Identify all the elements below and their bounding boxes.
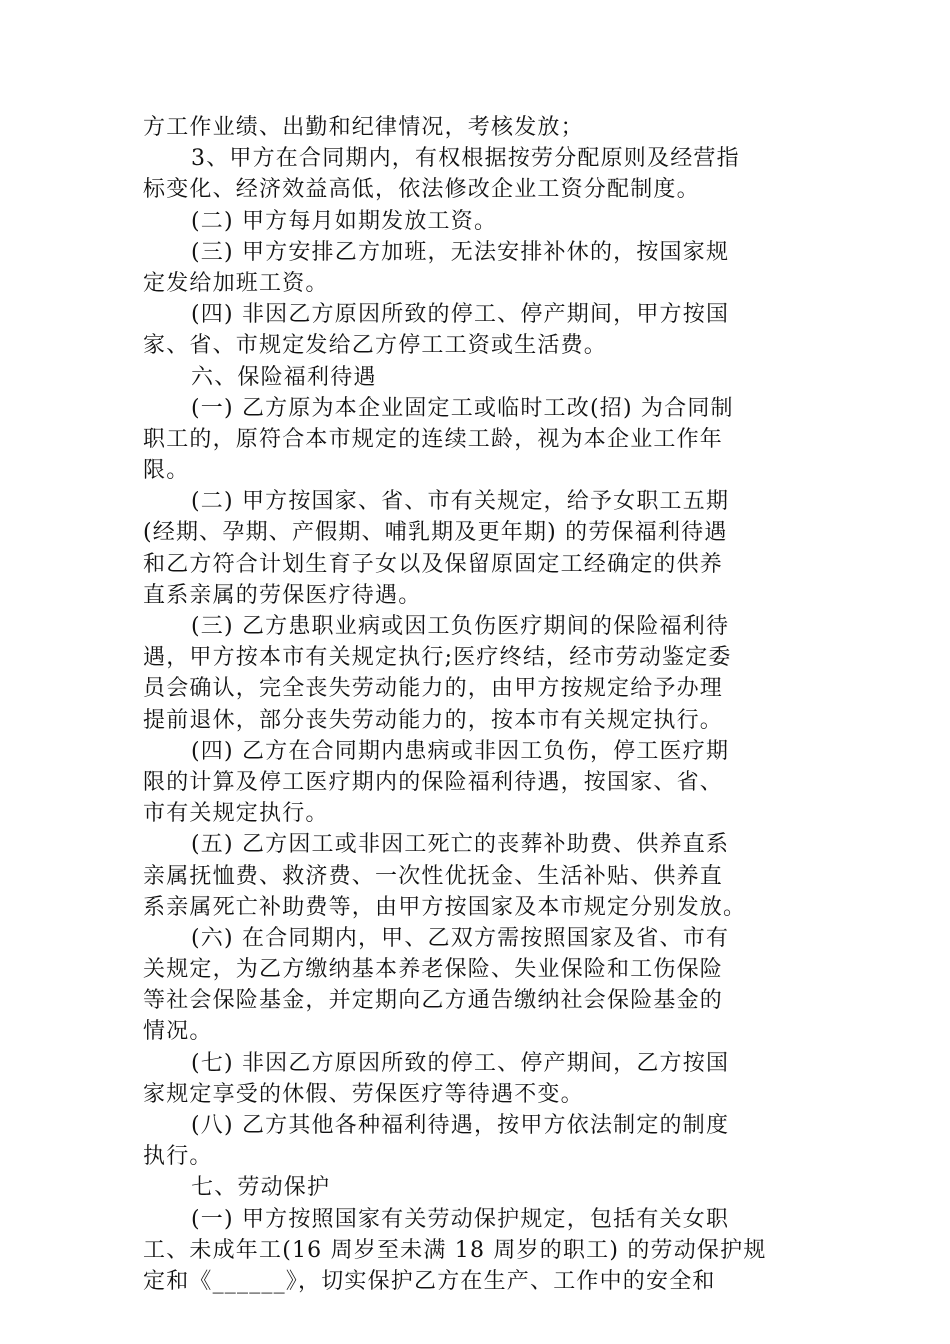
text-line: (一) 甲方按照国家有关劳动保护规定，包括有关女职 bbox=[191, 1206, 730, 1232]
text-line: 系亲属死亡补助费等，由甲方按国家及本市规定分别发放。 bbox=[143, 894, 747, 920]
text-line: (一) 乙方原为本企业固定工或临时工改(招) 为合同制 bbox=[191, 395, 734, 421]
text-line: (七) 非因乙方原因所致的停工、停产期间，乙方按国 bbox=[191, 1050, 730, 1076]
text-line: (三) 乙方患职业病或因工负伤医疗期间的保险福利待 bbox=[191, 614, 730, 639]
text-line: 和乙方符合计划生育子女以及保留原固定工经确定的供养 bbox=[143, 551, 724, 577]
text-line: 限。 bbox=[143, 458, 190, 484]
document-page bbox=[143, 112, 807, 1297]
text-line: (三) 甲方安排乙方加班，无法安排补休的，按国家规 bbox=[191, 239, 730, 265]
text-line: 家、省、市规定发给乙方停工工资或生活费。 bbox=[143, 333, 608, 359]
text-line: 工、未成年工(16 周岁至未满 18 周岁的职工) 的劳动保护规 bbox=[143, 1237, 767, 1263]
text-line: 执行。 bbox=[143, 1144, 213, 1170]
text-line: 等社会保险基金，并定期向乙方通告缴纳社会保险基金的 bbox=[143, 988, 724, 1014]
text-line: 定和《______》，切实保护乙方在生产、工作中的安全和 bbox=[143, 1268, 716, 1294]
text-line: 提前退休，部分丧失劳动能力的，按本市有关规定执行。 bbox=[143, 707, 724, 733]
text-line: 方工作业绩、出勤和纪律情况，考核发放； bbox=[143, 115, 584, 140]
text-line: 标变化、经济效益高低，依法修改企业工资分配制度。 bbox=[143, 177, 700, 203]
text-line: 员会确认，完全丧失劳动能力的，由甲方按规定给予办理 bbox=[143, 676, 724, 702]
text-line: 关规定，为乙方缴纳基本养老保险、失业保险和工伤保险 bbox=[143, 957, 724, 983]
text-line: (六) 在合同期内，甲、乙双方需按照国家及省、市有 bbox=[191, 925, 730, 951]
text-line: 情况。 bbox=[143, 1019, 213, 1045]
text-line: (二) 甲方按国家、省、市有关规定，给予女职工五期 bbox=[191, 489, 730, 515]
text-line: 家规定享受的休假、劳保医疗等待遇不变。 bbox=[143, 1081, 584, 1107]
text-line: (八) 乙方其他各种福利待遇，按甲方依法制定的制度 bbox=[191, 1113, 730, 1138]
text-line: 市有关规定执行。 bbox=[143, 801, 329, 827]
text-line: 定发给加班工资。 bbox=[143, 270, 329, 296]
text-line: 亲属抚恤费、救济费、一次性优抚金、生活补贴、供养直 bbox=[143, 863, 724, 889]
text-line: 职工的，原符合本市规定的连续工龄，视为本企业工作年 bbox=[143, 426, 724, 452]
text-line: 3、甲方在合同期内，有权根据按劳分配原则及经营指 bbox=[191, 146, 740, 172]
text-line: (五) 乙方因工或非因工死亡的丧葬补助费、供养直系 bbox=[191, 832, 730, 858]
text-line: 直系亲属的劳保医疗待遇。 bbox=[143, 582, 422, 608]
text-line: 六、保险福利待遇 bbox=[191, 364, 377, 390]
text-line: (四) 非因乙方原因所致的停工、停产期间，甲方按国 bbox=[191, 302, 730, 328]
text-line: 遇，甲方按本市有关规定执行;医疗终结，经市劳动鉴定委 bbox=[143, 645, 732, 671]
text-line: (四) 乙方在合同期内患病或非因工负伤，停工医疗期 bbox=[191, 738, 730, 764]
text-line: (经期、孕期、产假期、哺乳期及更年期) 的劳保福利待遇 bbox=[143, 520, 728, 546]
text-line: 限的计算及停工医疗期内的保险福利待遇，按国家、省、 bbox=[143, 769, 724, 795]
text-line: 七、劳动保护 bbox=[191, 1175, 331, 1201]
text-line: (二) 甲方每月如期发放工资。 bbox=[191, 208, 498, 234]
